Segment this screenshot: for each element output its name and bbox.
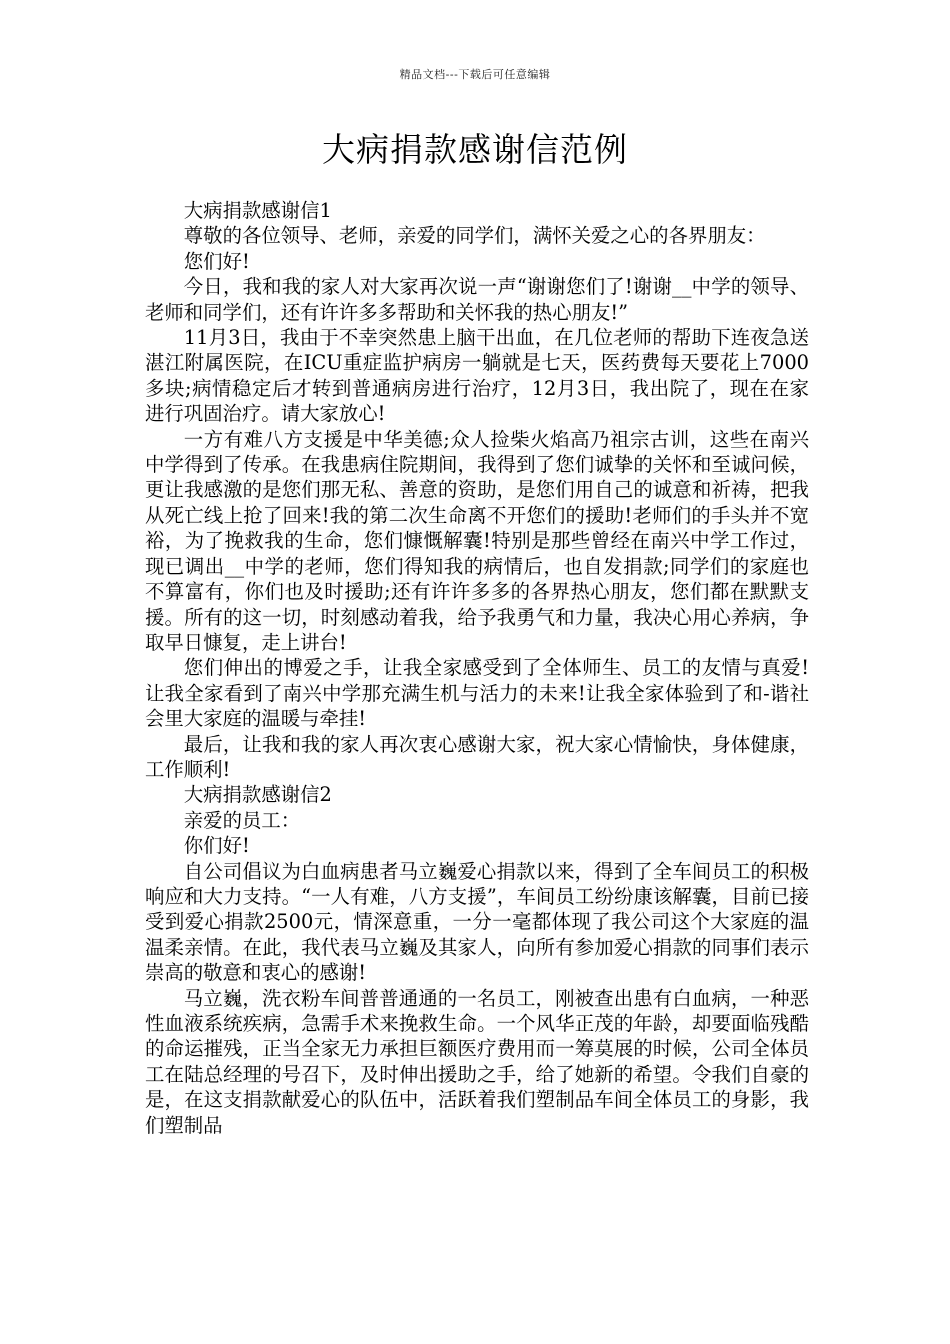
body-paragraph: 11月3日，我由于不幸突然患上脑干出血，在几位老师的帮助下连夜急送湛江附属医院，在ICU重症监护病房一躺就是七天，医药费每天要花上7000多块;病情稳定后才转到普通病房进行治疗，12月3日，我出院了，现在在家进行巩固治疗。请大家放心! (145, 326, 809, 426)
letter-1-heading: 大病捐款感谢信1 (183, 199, 332, 222)
body-paragraph: 一方有难八方支援是中华美德;众人捡柴火焰高乃祖宗古训，这些在南兴中学得到了传承。在我患病住院期间，我得到了您们诚挚的关怀和至诚问候，更让我感激的是您们那无私、善意的资助，是您们用自己的诚意和祈祷，把我从死亡线上抢了回来!我的第二次生命离不开您们的援助!老师们的手头并不宽裕，为了挽救我的生命，您们慷慨解囊!特别是那些曾经在南兴中学工作过，现已调出__中学的老师，您们得知我的病情后，也自发捐款;同学们的家庭也不算富有，你们也及时援助;还有许许多多的各界热心朋友，您们都在默默支援。所有的这一切，时刻感动着我，给予我勇气和力量，我决心用心养病，争取早日慷复，走上讲台! (145, 427, 809, 654)
letter-2-greeting: 你们好! (183, 834, 250, 858)
letter-1-greeting: 您们好! (183, 249, 250, 273)
page-header-note: 精品文档---下载后可任意编辑 (399, 68, 551, 81)
body-paragraph: 马立巍，洗衣粉车间普普通通的一名员工，刚被查出患有白血病，一种恶性血液系统疾病，急需手术来挽救生命。一个风华正茂的年龄，却要面临残酷的命运摧残，正当全家无力承担巨额医疗费用而一筹莫展的时候，公司全体员工在陆总经理的号召下，及时伸出援助之手，给了她新的希望。令我们自豪的是，在这支捐款献爱心的队伍中，活跃着我们塑制品车间全体员工的身影，我们塑制品 (145, 986, 809, 1137)
body-paragraph: 自公司倡议为白血病患者马立巍爱心捐款以来，得到了全车间员工的积极响应和大力支持。“一人有难，八方支援”，车间员工纷纷康该解囊，目前已接受到爱心捐款2500元，情深意重，一分一毫都体现了我公司这个大家庭的温温柔亲情。在此，我代表马立巍及其家人，向所有参加爱心捐款的同事们表示崇高的敬意和衷心的感谢! (145, 859, 809, 985)
body-paragraph: 最后，让我和我的家人再次衷心感谢大家，祝大家心情愉快，身体健康，工作顺利! (145, 732, 809, 781)
letter-1-salutation: 尊敬的各位领导、老师，亲爱的同学们，满怀关爱之心的各界朋友： (183, 224, 766, 248)
document-body (145, 198, 809, 1138)
body-paragraph: 今日，我和我的家人对大家再次说一声“谢谢您们了!谢谢__中学的领导、老师和同学们，还有许许多多帮助和关怀我的热心朋友!” (145, 275, 809, 324)
body-paragraph: 您们伸出的博爱之手，让我全家感受到了全体师生、员工的友情与真爱!让我全家看到了南兴中学那充满生机与活力的未来!让我全家体验到了和-谐社会里大家庭的温暖与牵挂! (145, 656, 809, 731)
document-title: 大病捐款感谢信范例 (322, 130, 628, 169)
letter-2-salutation: 亲爱的员工： (183, 808, 301, 832)
letter-2-heading: 大病捐款感谢信2 (183, 783, 332, 807)
